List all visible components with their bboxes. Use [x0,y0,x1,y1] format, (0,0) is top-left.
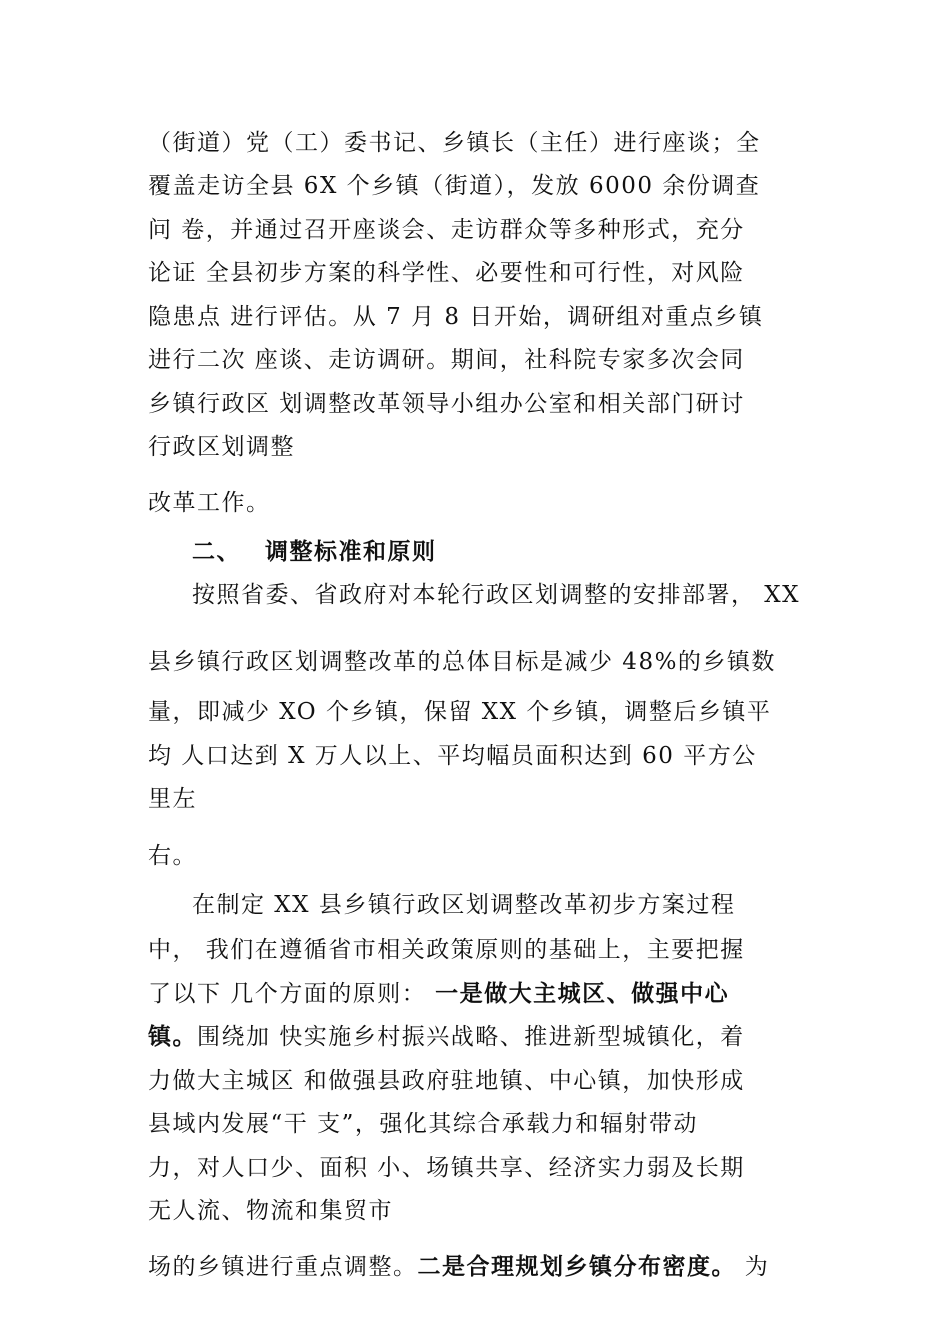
paragraph-1-line-2: 覆盖走访全县 6X 个乡镇（街道），发放 6000 余份调查 [148,173,761,199]
section-title: 调整标准和原则 [265,539,437,565]
principle-one-text: 围绕加 快实施乡村振兴战略、推进新型城镇化，着 [197,1024,745,1050]
paragraph-1-line-6: 进行二次 座谈、走访调研。期间，社科院专家多次会同 [148,347,745,373]
paragraph-1-line-8: 行政区划调整 [148,434,295,460]
paragraph-1-line-7: 乡镇行政区 划调整改革领导小组办公室和相关部门研讨 [148,391,745,417]
principle-one-bold: 一是做大主城区、做强中心 [435,981,730,1007]
paragraph-3-line-2: 中， 我们在遵循省市相关政策原则的基础上，主要把握 [148,937,745,963]
paragraph-3-line-6: 县域内发展“干 支”，强化其综合承载力和辐射带动 [148,1111,698,1137]
paragraph-3-line-8: 无人流、物流和集贸市 [148,1198,393,1224]
paragraph-3-line-1: 在制定 XX 县乡镇行政区划调整改革初步方案过程 [192,892,736,918]
paragraph-2-line-3: 量，即减少 XO 个乡镇，保留 XX 个乡镇，调整后乡镇平 [148,699,772,725]
paragraph-2-line-2: 县乡镇行政区划调整改革的总体目标是减少 48%的乡镇数 [148,649,776,675]
paragraph-3-line-7: 力，对人口少、面积 小、场镇共享、经济实力弱及长期 [148,1155,745,1181]
paragraph-2-line-4: 均 人口达到 X 万人以上、平均幅员面积达到 60 平方公 [148,743,757,769]
section-number: 二、 [192,539,241,565]
paragraph-3-line-3 [148,979,729,1009]
paragraph-1-line-1: （街道）党（工）委书记、乡镇长（主任）进行座谈；全 [148,130,761,156]
principle-two-bold: 二是合理规划乡镇分布密度。 [417,1254,736,1280]
principle-two-continue: 为 [736,1254,770,1280]
paragraph-2-line-6: 右。 [148,843,197,869]
principle-one-bold-end: 镇。 [148,1024,197,1050]
principle-two-intro: 场的乡镇进行重点调整。 [148,1254,418,1280]
paragraph-3-line-4 [148,1022,745,1052]
section-heading [192,537,437,567]
paragraph-1-line-9: 改革工作。 [148,490,271,516]
paragraph-3-line-5: 力做大主城区 和做强县政府驻地镇、中心镇，加快形成 [148,1068,745,1094]
paragraph-2-line-5: 里左 [148,786,197,812]
paragraph-1-line-5: 隐患点 进行评估。从 7 月 8 日开始，调研组对重点乡镇 [148,304,764,330]
paragraph-3-line-9 [148,1252,769,1282]
paragraph-2-line-1: 按照省委、省政府对本轮行政区划调整的安排部署， XX [192,582,801,608]
paragraph-1-line-4: 论证 全县初步方案的科学性、必要性和可行性，对风险 [148,260,745,286]
paragraph-1-line-3: 问 卷，并通过召开座谈会、走访群众等多种形式，充分 [148,217,745,243]
principles-intro: 了以下 几个方面的原则： [148,981,436,1007]
